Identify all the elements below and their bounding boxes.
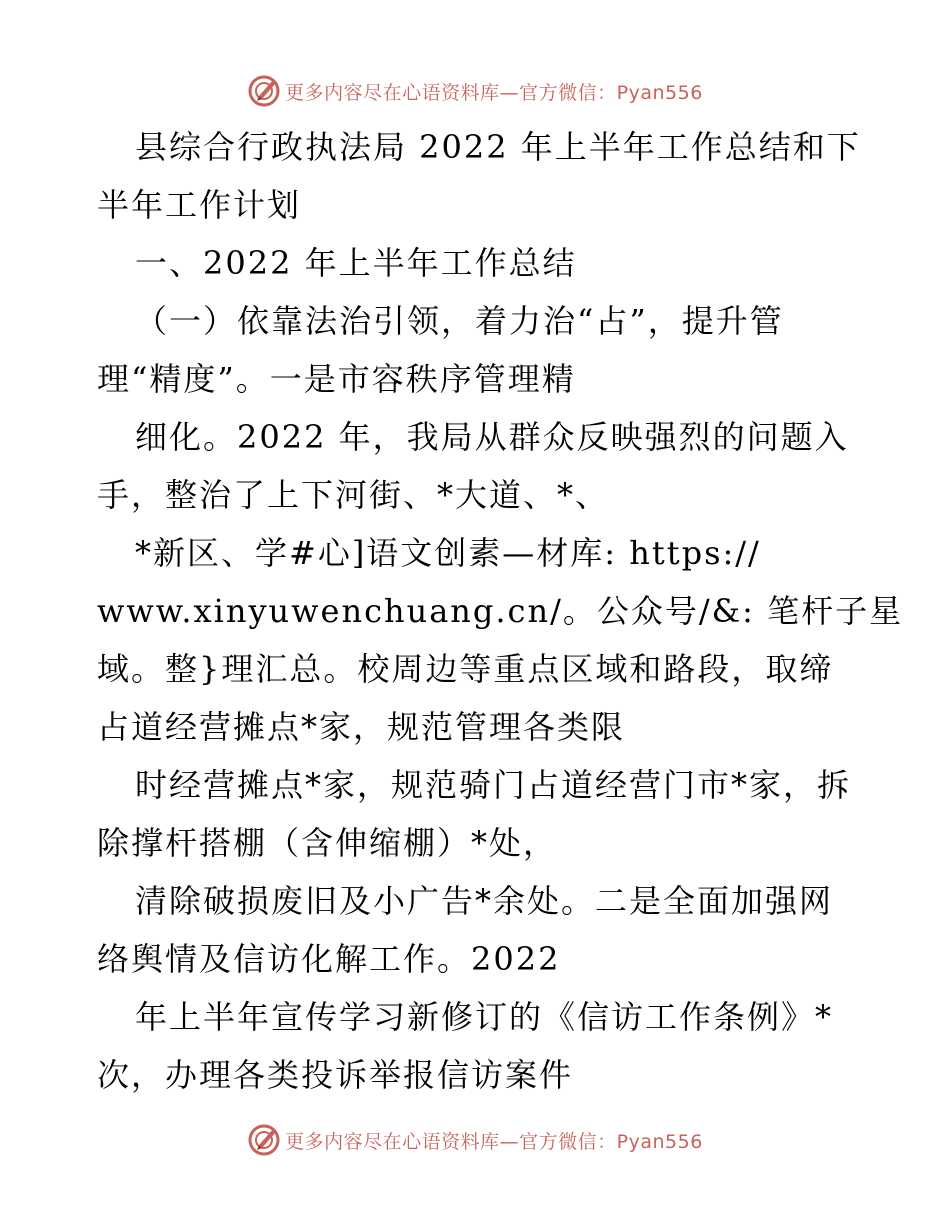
paragraph-line: www.xinyuwenchuang.cn/。公众号/&: 笔杆子星: [97, 592, 904, 630]
paragraph-line: 理“精度”。一是市容秩序管理精: [97, 360, 576, 398]
pen-logo-icon: [247, 74, 281, 108]
paragraph-line: 手，整治了上下河街、*大道、*、: [97, 476, 610, 514]
paragraph-line: 除撑杆搭棚（含伸缩棚）*处，: [97, 824, 558, 862]
paragraph-line: 清除破损废旧及小广告*余处。二是全面加强网: [135, 882, 834, 920]
watermark-text: 更多内容尽在心语资料库—官方微信：Pyan556: [285, 1130, 703, 1153]
paragraph-line: *新区、学#心]语文创素—材库: https://: [135, 534, 761, 572]
pen-logo-icon: [247, 1123, 281, 1157]
document-body: [97, 118, 904, 1104]
paragraph-line: 年上半年宣传学习新修订的《信访工作条例》*: [135, 998, 834, 1036]
paragraph-line: 络舆情及信访化解工作。2022: [97, 940, 561, 978]
header-watermark: [0, 71, 950, 111]
paragraph-line: 域。整}理汇总。校周边等重点区域和路段，取缔: [97, 650, 834, 688]
paragraph-line: 时经营摊点*家，规范骑门占道经营门市*家，拆: [135, 766, 852, 804]
footer-watermark: [0, 1120, 950, 1160]
watermark-text: 更多内容尽在心语资料库—官方微信：Pyan556: [285, 81, 703, 104]
paragraph-line: （一）依靠法治引领，着力治“占”，提升管: [135, 302, 784, 340]
section-heading: 一、2022 年上半年工作总结: [135, 244, 577, 282]
paragraph-line: 占道经营摊点*家，规范管理各类限: [97, 708, 626, 746]
doc-title-line-2: 半年工作计划: [97, 186, 302, 224]
paragraph-line: 细化。2022 年，我局从群众反映强烈的问题入: [135, 418, 849, 456]
doc-title-line-1: 县综合行政执法局 2022 年上半年工作总结和下: [135, 128, 861, 166]
paragraph-line: 次，办理各类投诉举报信访案件: [97, 1056, 574, 1094]
